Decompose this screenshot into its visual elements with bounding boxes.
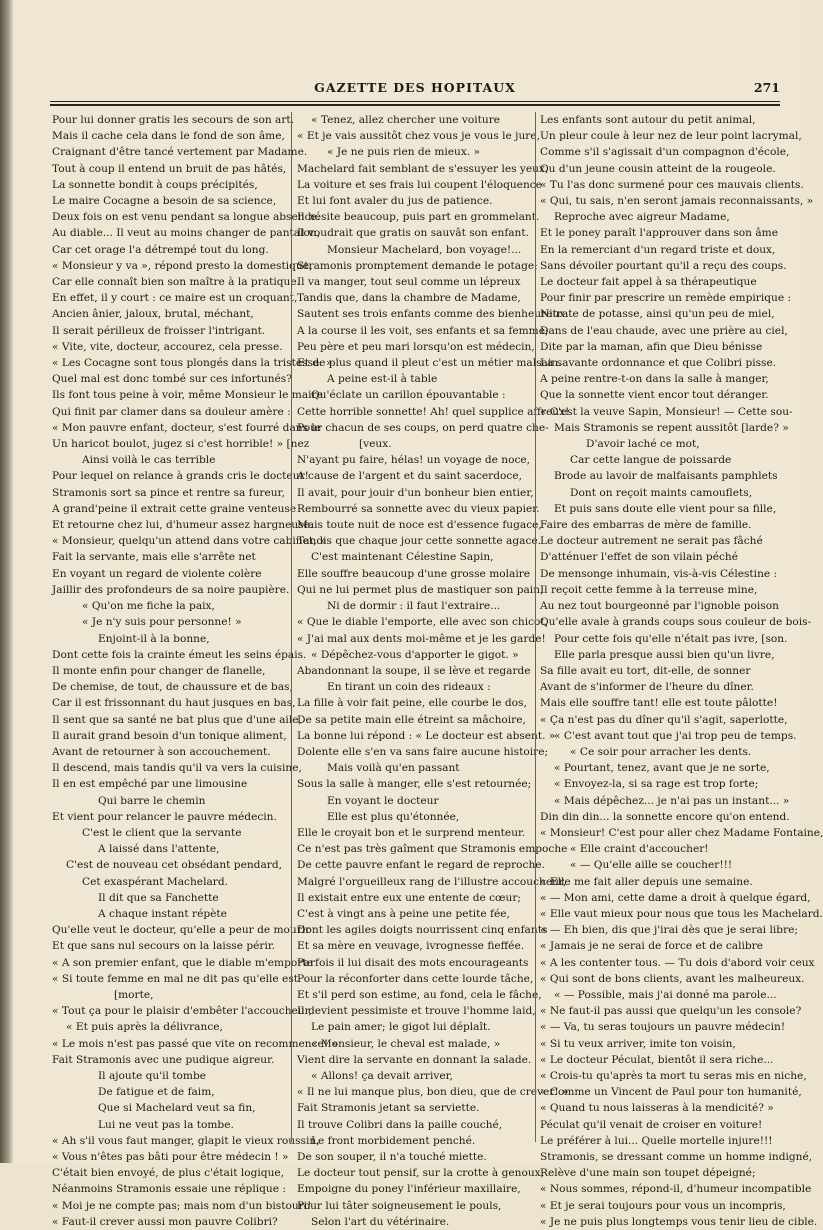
poem-line: « Pourtant, tenez, avant que je ne sorte, bbox=[554, 762, 770, 775]
poem-line: Dont cette fois la crainte émeut les seins épais. bbox=[52, 648, 307, 661]
poem-line: Rembourré sa sonnette avec du vieux papier. bbox=[297, 502, 540, 515]
poem-line: Pour cette fois qu'elle n'était pas ivre, [son. bbox=[554, 632, 788, 645]
poem-line: Tout à coup il entend un bruit de pas hâtés, bbox=[52, 162, 287, 175]
poem-line: Reproche avec aigreur Madame, bbox=[554, 211, 730, 224]
poem-line: Un haricot boulot, jugez si c'est horrible! » [nez bbox=[52, 438, 310, 451]
poem-line: « Monsieur y va », répond presto la domestique, bbox=[52, 259, 313, 272]
poem-line: Il descend, mais tandis qu'il va vers la cuisine, bbox=[52, 762, 302, 775]
poem-line: Stramonis promptement demande le potage; bbox=[297, 259, 538, 272]
poem-line: Il hésite beaucoup, puis part en grommelant. bbox=[297, 211, 540, 224]
poem-line: « Je ne puis plus longtemps vous tenir lieu de cible. bbox=[540, 1215, 818, 1228]
poem-line: Il avait, pour jouir d'un bonheur bien entier, bbox=[297, 486, 534, 499]
poem-line: Faire des embarras de mère de famille. bbox=[540, 519, 752, 532]
poem-line: « Elle vaut mieux pour nous que tous les Machelard. bbox=[540, 907, 823, 920]
header-title: GAZETTE DES HOPITAUX bbox=[314, 80, 516, 95]
poem-line: [veux. bbox=[359, 438, 392, 451]
poem-line: Elle souffre beaucoup d'une grosse molaire bbox=[297, 567, 531, 580]
poem-line: Qu'elle avale à grands coups sous couleur de bois- bbox=[540, 616, 812, 629]
poem-line: « Ah s'il vous faut manger, glapit le vieux roussin, bbox=[52, 1134, 320, 1147]
poem-line: Il voudrait que gratis on sauvât son enfant. bbox=[297, 227, 530, 240]
poem-line: En tirant un coin des rideaux : bbox=[327, 681, 491, 694]
poem-line: Relève d'une main son toupet dépeigné; bbox=[540, 1167, 756, 1180]
poem-line: « Faut-il crever aussi mon pauvre Colibri? bbox=[52, 1215, 278, 1228]
poem-line: « Qu'on me fiche la paix, bbox=[82, 600, 215, 613]
poem-line: Stramonis sort sa pince et rentre sa fureur, bbox=[52, 486, 285, 499]
poem-line: « Qui, tu sais, n'en seront jamais reconnaissants, » bbox=[540, 195, 814, 208]
poem-line: Pour lui tâter soigneusement le pouls, bbox=[297, 1199, 502, 1212]
poem-line: Ce n'est pas très gaîment que Stramonis empoche bbox=[297, 843, 568, 856]
poem-line: Et vient pour relancer le pauvre médecin. bbox=[52, 810, 277, 823]
poem-line: Et retourne chez lui, d'humeur assez hargneuse. bbox=[52, 519, 314, 532]
poem-line: Tandis que, dans la chambre de Madame, bbox=[297, 292, 521, 305]
poem-line: « A les contenter tous. — Tu dois d'abord voir ceux bbox=[540, 956, 815, 969]
poem-line: « Elle me fait aller depuis une semaine. bbox=[540, 875, 753, 888]
poem-line: D'avoir laché ce mot, bbox=[586, 438, 700, 451]
poem-line: « Allons! ça devait arriver, bbox=[311, 1069, 453, 1082]
poem-line: « Je n'y suis pour personne! » bbox=[82, 616, 242, 629]
poem-line: Elle est plus qu'étonnée, bbox=[327, 810, 460, 823]
poem-line: « Vous n'êtes pas bâti pour être médecin ! » bbox=[52, 1151, 289, 1163]
poem-line: « Crois-tu qu'après ta mort tu seras mis en niche, bbox=[540, 1069, 807, 1082]
poem-line: Monsieur Machelard, bon voyage!... bbox=[327, 243, 522, 256]
poem-line: « Le mois n'est pas passé que vite on recommence! » bbox=[52, 1037, 338, 1050]
poem-line: La fille à voir fait peine, elle courbe le dos, bbox=[297, 697, 527, 710]
poem-line: A peine est-il à table bbox=[327, 373, 438, 386]
poem-line: Qu'elle veut le docteur, qu'elle a peur de mourir bbox=[52, 924, 311, 937]
poem-line: Stramonis, se dressant comme un homme indigné, bbox=[540, 1151, 813, 1163]
poem-line: Cet exaspérant Machelard. bbox=[82, 875, 228, 888]
poem-line: En effet, il y court : ce maire est un croquant, bbox=[52, 292, 298, 305]
poem-line: La sonnette bondit à coups précipités, bbox=[52, 178, 258, 191]
column-divider bbox=[291, 112, 292, 1142]
poem-line: « Monsieur, le cheval est malade, » bbox=[311, 1037, 501, 1050]
poem-line: Il trouve Colibri dans la paille couché, bbox=[297, 1118, 503, 1131]
poem-line: A cause de l'argent et du saint sacerdoce, bbox=[297, 470, 522, 483]
poem-line: C'est à vingt ans à peine une petite fée, bbox=[297, 907, 510, 920]
poem-line: La voiture et ses frais lui coupent l'éloquence bbox=[297, 178, 542, 191]
poem-line: C'est le client que la servante bbox=[82, 826, 242, 839]
poem-line: « Les Cocagne sont tous plongés dans la tristesse. » bbox=[52, 357, 333, 370]
poem-line: « Quand tu nous laisseras à la mendicité? » bbox=[540, 1102, 774, 1115]
poem-line: Vient dire la servante en donnant la salade. bbox=[297, 1053, 532, 1066]
poem-line: « Monsieur, quelqu'un attend dans votre cabinet, » bbox=[52, 535, 327, 548]
poem-line: Il ajoute qu'il tombe bbox=[98, 1069, 207, 1082]
poem-line: Avant de s'informer de l'heure du dîner. bbox=[540, 681, 754, 694]
poem-line: Craignant d'être tancé vertement par Madame. bbox=[52, 146, 308, 159]
poem-line: « Ne faut-il pas aussi que quelqu'un les console? bbox=[540, 1005, 802, 1018]
poem-line: De sa petite main elle étreint sa mâchoire, bbox=[297, 713, 526, 726]
poem-line: Et puis sans doute elle vient pour sa fille, bbox=[554, 502, 777, 515]
poem-line: « Jamais je ne serai de force et de calibre bbox=[540, 940, 763, 953]
poem-line: Abandonnant la soupe, il se lève et regarde bbox=[297, 664, 531, 677]
poem-line: Le préférer à lui... Quelle mortelle injure!!! bbox=[540, 1134, 773, 1147]
poem-line: Nitrate de potasse, ainsi qu'un peu de miel, bbox=[540, 308, 775, 321]
poem-line: Il devient pessimiste et trouve l'homme laid, bbox=[297, 1005, 536, 1018]
poem-line: Il monte enfin pour changer de flanelle, bbox=[52, 664, 266, 677]
poem-line: Et sa mère en veuvage, ivrognesse fieffée. bbox=[297, 940, 525, 953]
poem-line: « Comme un Vincent de Paul pour ton humanité, bbox=[540, 1086, 802, 1099]
poem-line: Mais toute nuit de noce est d'essence fugace, bbox=[297, 519, 542, 532]
poem-line: Enjoint-il à la bonne, bbox=[98, 632, 210, 645]
poem-line: Le docteur tout pensif, sur la crotte à genoux, bbox=[297, 1167, 544, 1180]
poem-line: Comme s'il s'agissait d'un compagnon d'école, bbox=[540, 146, 790, 159]
page-header bbox=[50, 80, 780, 98]
poem-line: Ni de dormir : il faut l'extraire... bbox=[327, 600, 501, 613]
poem-line: A peine rentre-t-on dans la salle à manger, bbox=[540, 373, 769, 386]
poem-line: Avant de retourner à son accouchement. bbox=[52, 745, 271, 758]
poem-line: De son souper, il n'a touché miette. bbox=[297, 1151, 487, 1163]
header-rule bbox=[50, 101, 780, 102]
poem-line: Le docteur autrement ne serait pas fâché bbox=[540, 535, 763, 548]
poem-line: Et s'il perd son estime, au fond, cela le fâche, bbox=[297, 988, 542, 1001]
poem-line: « J'ai mal aux dents moi-même et je les garde! bbox=[297, 632, 546, 645]
poem-line: Deux fois on est venu pendant sa longue absence. bbox=[52, 211, 321, 224]
poem-line: « Tu l'as donc surmené pour ces mauvais clients. bbox=[540, 178, 804, 191]
poem-line: Sautent ses trois enfants comme des bienheureux. bbox=[297, 308, 569, 321]
poem-line: Selon l'art du vétérinaire. bbox=[311, 1215, 450, 1228]
poem-line: Les enfants sont autour du petit animal, bbox=[540, 114, 756, 126]
page-number: 271 bbox=[753, 80, 780, 95]
poem-line: De cette pauvre enfant le regard de reproche. bbox=[297, 859, 545, 872]
poem-line: Dolente elle s'en va sans faire aucune histoire; bbox=[297, 745, 549, 758]
poem-line: Empoigne du poney l'inférieur maxillaire, bbox=[297, 1183, 521, 1196]
text-column-2 bbox=[297, 112, 570, 1230]
poem-line: Et que sans nul secours on la laisse périr. bbox=[52, 940, 276, 953]
poem-line: Tandis que chaque jour cette sonnette agace. bbox=[297, 535, 542, 548]
poem-line: Parfois il lui disait des mots encourageants bbox=[297, 956, 529, 969]
poem-line: « Monsieur! C'est pour aller chez Madame Fontaine, bbox=[540, 826, 823, 839]
poem-line: Qui ne lui permet plus de mastiquer son pain, bbox=[297, 583, 544, 596]
poem-line: A laissé dans l'attente, bbox=[98, 843, 220, 856]
poem-line: Pour finir par prescrire un remède empirique : bbox=[540, 292, 792, 305]
poem-line: Ils font tous peine à voir, même Monsieur le maire bbox=[52, 389, 323, 402]
poem-line: Machelard fait semblant de s'essuyer les yeux, bbox=[297, 162, 549, 175]
poem-line: « Elle craint d'accoucher! bbox=[570, 843, 709, 856]
poem-line: Que si Machelard veut sa fin, bbox=[98, 1102, 256, 1115]
poem-line: Pour lui donner gratis les secours de son art. bbox=[52, 114, 295, 126]
poem-line: « Tout ça pour le plaisir d'embêter l'accoucheur, bbox=[52, 1005, 312, 1018]
poem-line: De mensonge inhumain, vis-à-vis Célestine : bbox=[540, 567, 778, 580]
poem-line: « Mon pauvre enfant, docteur, s'est fourré dans le bbox=[52, 421, 322, 434]
poem-line: Mais il cache cela dans le fond de son âme, bbox=[52, 130, 285, 143]
poem-line: Mais Stramonis se repent aussitôt [larde? » bbox=[554, 421, 789, 434]
poem-line: Péculat qu'il venait de croiser en voiture! bbox=[540, 1118, 763, 1131]
poem-line: Pour chacun de ses coups, on perd quatre che- bbox=[297, 421, 549, 434]
poem-line: Mais voilà qu'en passant bbox=[327, 762, 460, 775]
poem-line: Que la sonnette vient encor tout déranger. bbox=[540, 389, 769, 402]
poem-line: Et de plus quand il pleut c'est un métier malsain. bbox=[297, 357, 562, 370]
poem-line: A la course il les voit, ses enfants et sa femme; bbox=[297, 324, 549, 337]
poem-line: « Et je serai toujours pour vous un incompris, bbox=[540, 1199, 786, 1212]
poem-line: Car cette langue de poissarde bbox=[570, 454, 732, 467]
poem-line: De fatigue et de faim, bbox=[98, 1086, 215, 1099]
poem-line: « Je ne puis rien de mieux. » bbox=[327, 146, 481, 159]
poem-line: La savante ordonnance et que Colibri pisse. bbox=[540, 357, 777, 370]
poem-line: « Dépêchez-vous d'apporter le gigot. » bbox=[311, 648, 519, 661]
poem-line: Il va manger, tout seul comme un lépreux bbox=[297, 276, 521, 289]
poem-line: Le front morbidement penché. bbox=[311, 1134, 476, 1147]
poem-line: « Que le diable l'emporte, elle avec son chicot, bbox=[297, 616, 549, 629]
poem-line: De chemise, de tout, de chaussure et de bas, bbox=[52, 681, 293, 694]
poem-line: A grand'peine il extrait cette graine venteuse bbox=[52, 502, 297, 515]
poem-line: Car cet orage l'a détrempé tout du long. bbox=[52, 243, 269, 256]
poem-line: Qui finit par clamer dans sa douleur amère : bbox=[52, 405, 291, 418]
poem-line: Et lui font avaler du jus de patience. bbox=[297, 195, 493, 208]
poem-line: « Qui sont de bons clients, avant les malheureux. bbox=[540, 972, 805, 985]
poem-line: « Mais dépêchez... je n'ai pas un instant... » bbox=[554, 794, 790, 807]
header-rule-thick bbox=[50, 104, 780, 106]
poem-line: « Moi je ne compte pas; mais nom d'un bistouri! bbox=[52, 1199, 312, 1212]
poem-line: Mais elle souffre tant! elle est toute pâlotte! bbox=[540, 697, 778, 710]
poem-line: Et le poney paraît l'approuver dans son âme bbox=[540, 227, 778, 240]
poem-line: Il en est empêché par une limousine bbox=[52, 778, 248, 791]
poem-line: Il serait périlleux de froisser l'intrigant. bbox=[52, 324, 266, 337]
poem-line: Jaillir des profondeurs de sa noire paupière. bbox=[52, 583, 290, 596]
poem-line: Dite par la maman, afin que Dieu bénisse bbox=[540, 340, 763, 353]
poem-line: « Ça n'est pas du dîner qu'il s'agit, saperlotte, bbox=[540, 713, 788, 726]
poem-line: « Si tu veux arriver, imite ton voisin, bbox=[540, 1037, 736, 1050]
poem-line: Ainsi voilà le cas terrible bbox=[82, 454, 216, 467]
poem-line: Lui ne veut pas la tombe. bbox=[98, 1118, 234, 1131]
poem-line: « Vite, vite, docteur, accourez, cela presse. bbox=[52, 340, 283, 353]
poem-line: A chaque instant répète bbox=[98, 907, 227, 920]
poem-line: En la remerciant d'un regard triste et doux, bbox=[540, 243, 776, 256]
poem-line: « — Possible, mais j'ai donné ma parole... bbox=[554, 988, 777, 1001]
poem-line: Le maire Cocagne a besoin de sa science, bbox=[52, 195, 277, 208]
poem-line: Brode au lavoir de malfaisants pamphlets bbox=[554, 470, 778, 483]
poem-line: « C'est avant tout que j'ai trop peu de temps. bbox=[554, 729, 797, 742]
poem-line: C'est de nouveau cet obsédant pendard, bbox=[66, 859, 282, 872]
poem-line: Un pleur coule à leur nez de leur point lacrymal, bbox=[540, 130, 802, 143]
poem-line: « Le docteur Péculat, bientôt il sera riche... bbox=[540, 1053, 774, 1066]
poem-line: Elle parla presque aussi bien qu'un livre, bbox=[554, 648, 775, 661]
text-column-3 bbox=[540, 112, 823, 1230]
poem-line: Car elle connaît bien son maître à la pratique. bbox=[52, 276, 300, 289]
column-divider bbox=[535, 112, 536, 1142]
poem-line: Qu'éclate un carillon épouvantable : bbox=[311, 389, 506, 402]
poem-line: C'est maintenant Célestine Sapin, bbox=[311, 551, 494, 564]
poem-line: Dans de l'eau chaude, avec une prière au ciel, bbox=[540, 324, 788, 337]
poem-line: Ancien ânier, jaloux, brutal, méchant, bbox=[52, 308, 254, 321]
poem-line: Il aurait grand besoin d'un tonique aliment, bbox=[52, 729, 287, 742]
poem-line: Din din din... la sonnette encore qu'on entend. bbox=[540, 810, 790, 823]
text-column-1 bbox=[52, 112, 338, 1230]
poem-line: En voyant le docteur bbox=[327, 794, 439, 807]
poem-line: [morte, bbox=[114, 988, 154, 1001]
poem-line: Quel mal est donc tombé sur ces infortunés? bbox=[52, 373, 292, 386]
poem-line: Fait Stramonis avec une pudique aigreur. bbox=[52, 1053, 275, 1066]
poem-line: Fait la servante, mais elle s'arrête net bbox=[52, 551, 256, 564]
poem-line: Il reçoit cette femme à la terreuse mine, bbox=[540, 583, 758, 596]
poem-line: « Envoyez-la, si sa rage est trop forte; bbox=[554, 778, 759, 791]
poem-line: Néanmoins Stramonis essaie une réplique : bbox=[52, 1183, 286, 1196]
poem-line: « — Va, tu seras toujours un pauvre médecin! bbox=[540, 1021, 786, 1034]
poem-line: Il sent que sa santé ne bat plus que d'une aile, bbox=[52, 713, 302, 726]
poem-line: « Tenez, allez chercher une voiture bbox=[311, 114, 501, 126]
poem-line: Dont on reçoit maints camouflets, bbox=[570, 486, 753, 499]
poem-line: Il existait entre eux une entente de cœur; bbox=[297, 891, 521, 904]
poem-line: Au diable... Il veut au moins changer de pantalon, bbox=[52, 227, 321, 240]
poem-line: Car il est frissonnant du haut jusques en bas, bbox=[52, 697, 296, 710]
poem-line: Pour lequel on relance à grands cris le docteur! bbox=[52, 470, 309, 483]
poem-line: « — Qu'elle aille se coucher!!! bbox=[570, 859, 733, 872]
poem-line: Peu père et peu mari lorsqu'on est médecin, bbox=[297, 340, 535, 353]
poem-line: « C'est la veuve Sapin, Monsieur! — Cette sou- bbox=[540, 405, 793, 418]
poem-line: Au nez tout bourgeonné par l'ignoble poison bbox=[540, 600, 779, 613]
poem-line: « A son premier enfant, que le diable m'emporte bbox=[52, 956, 313, 969]
poem-line: Pour la réconforter dans cette lourde tâche, bbox=[297, 972, 534, 985]
poem-line: Le pain amer; le gigot lui déplaît. bbox=[311, 1021, 491, 1034]
poem-line: « Nous sommes, répond-il, d'humeur incompatible bbox=[540, 1183, 812, 1196]
book-spine-shadow bbox=[0, 0, 14, 1163]
poem-line: Sa fille avait eu tort, dit-elle, de sonner bbox=[540, 664, 751, 677]
poem-line: Sans dévoiler pourtant qu'il a reçu des coups. bbox=[540, 259, 787, 272]
poem-line: « Il ne lui manque plus, bon dieu, que de crever! » bbox=[297, 1086, 569, 1099]
poem-line: Dont les agiles doigts nourrissent cinq enfants bbox=[297, 924, 548, 937]
poem-line: N'ayant pu faire, hélas! un voyage de noce, bbox=[297, 454, 531, 467]
poem-line: Qui barre le chemin bbox=[98, 794, 206, 807]
poem-line: Fait Stramonis jetant sa serviette. bbox=[297, 1102, 480, 1115]
poem-line: « Et puis après la délivrance, bbox=[66, 1021, 223, 1034]
poem-line: Ou d'un jeune cousin atteint de la rougeole. bbox=[540, 162, 776, 175]
poem-line: Elle le croyait bon et le surprend menteur. bbox=[297, 826, 526, 839]
poem-line: « Si toute femme en mal ne dit pas qu'elle est bbox=[52, 972, 299, 985]
poem-line: Cette horrible sonnette! Ah! quel supplice affreux! bbox=[297, 405, 570, 418]
poem-line: En voyant un regard de violente colère bbox=[52, 567, 262, 580]
poem-line: Sous la salle à manger, elle s'est retournée; bbox=[297, 778, 532, 791]
poem-line: La bonne lui répond : « Le docteur est absent. » bbox=[297, 729, 556, 742]
poem-line: D'atténuer l'effet de son vilain péché bbox=[540, 551, 738, 564]
poem-line: « Ce soir pour arracher les dents. bbox=[570, 745, 752, 758]
poem-line: Malgré l'orgueilleux rang de l'illustre accoucheur, bbox=[297, 875, 567, 888]
poem-line: C'était bien envoyé, de plus c'était logique, bbox=[52, 1167, 285, 1180]
poem-line: « Et je vais aussitôt chez vous je vous le jure, bbox=[297, 130, 540, 143]
poem-line: Il dit que sa Fanchette bbox=[98, 891, 219, 904]
poem-line: « — Mon ami, cette dame a droit à quelque égard, bbox=[540, 891, 811, 904]
poem-line: Le docteur fait appel à sa thérapeutique bbox=[540, 276, 757, 289]
poem-line: « — Eh bien, dis que j'irai dès que je serai libre; bbox=[540, 924, 798, 937]
